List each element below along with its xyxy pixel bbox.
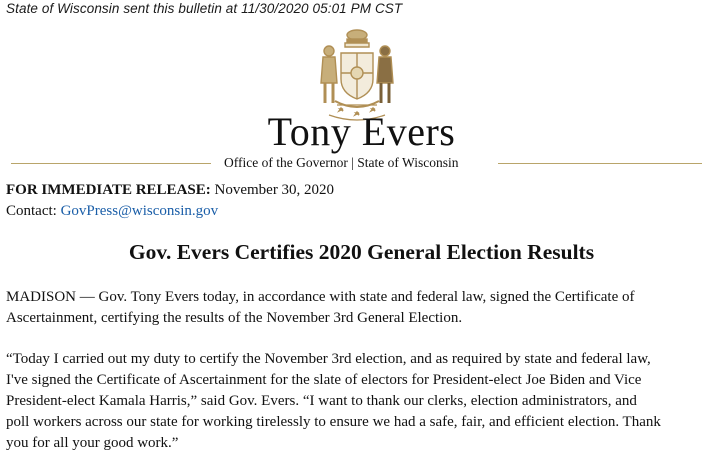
paragraph-line: MADISON — Gov. Tony Evers today, in accordance with state and federal law, signed the Certificate of [6, 289, 635, 305]
contact-label: Contact: [6, 203, 57, 219]
governor-name: Tony Evers [267, 109, 456, 154]
article-paragraph-1 [6, 287, 706, 329]
paragraph-line: poll workers across our state for working tirelessly to ensure we had a safe, fair, and efficient election. Thank [6, 414, 661, 430]
paragraph-line: “Today I carried out my duty to certify the November 3rd election, and as required by state and federal law, [6, 351, 651, 367]
header-rule-right [498, 163, 702, 164]
release-line [6, 182, 334, 199]
bulletin-timestamp: State of Wisconsin sent this bulletin at 11/30/2020 05:01 PM CST [6, 1, 403, 16]
paragraph-line: you for all your good work.” [6, 435, 179, 451]
article-headline: Gov. Evers Certifies 2020 General Election Results [128, 240, 595, 264]
release-date: November 30, 2020 [214, 182, 335, 198]
header-rule-left [11, 163, 211, 164]
paragraph-line: President-elect Kamala Harris,” said Gov. Evers. “I want to thank our clerks, election administrators, and [6, 393, 637, 409]
paragraph-line: Ascertainment, certifying the results of the November 3rd General Election. [6, 310, 463, 326]
article-paragraph-2 [6, 349, 706, 454]
contact-line [6, 203, 218, 220]
office-line: Office of the Governor | State of Wisconsin [224, 155, 459, 170]
paragraph-line: I've signed the Certificate of Ascertainment for the slate of electors for President-elect Joe Biden and Vice [6, 372, 642, 388]
contact-email-link[interactable]: GovPress@wisconsin.gov [60, 203, 219, 219]
release-label: FOR IMMEDIATE RELEASE: [6, 182, 211, 198]
